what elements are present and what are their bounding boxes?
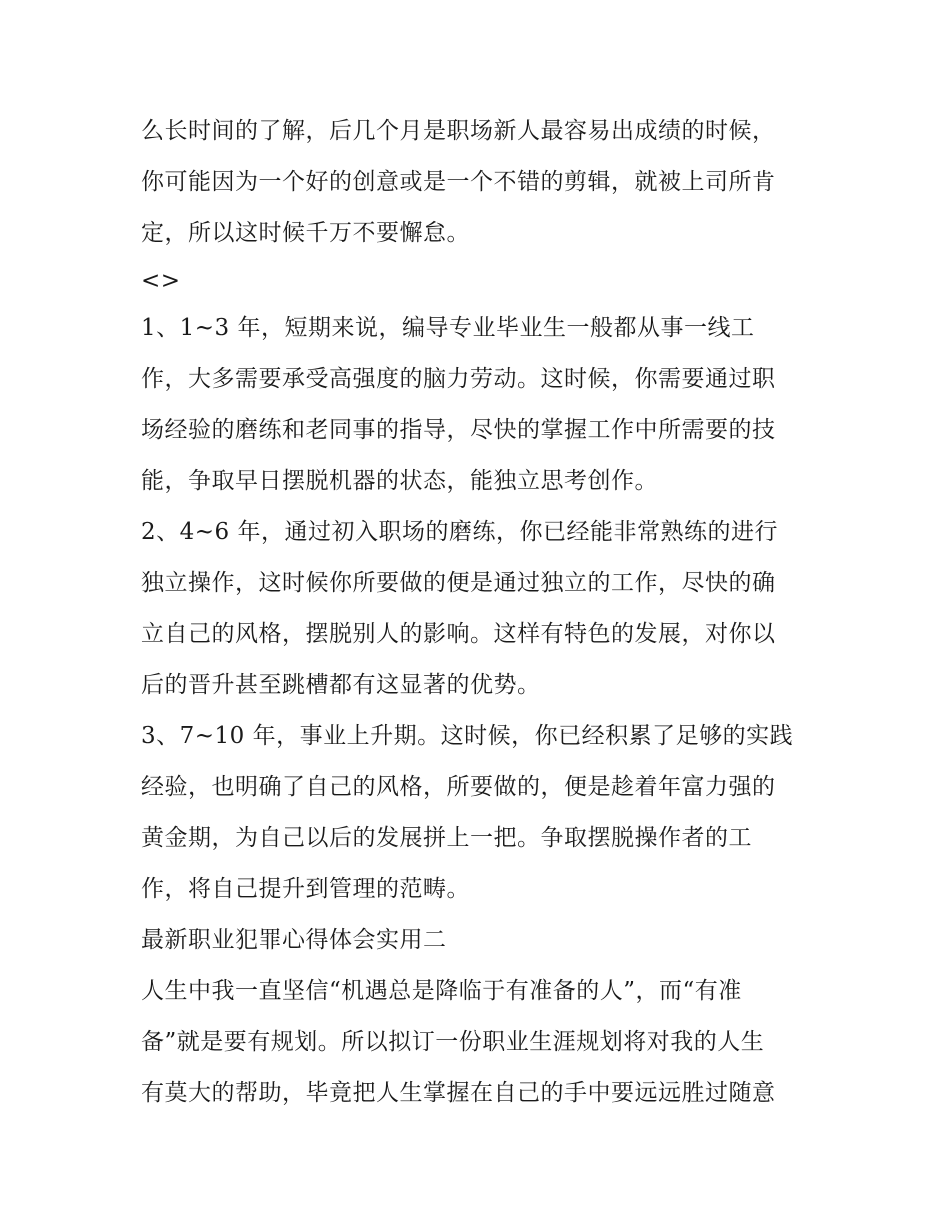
text-line: 3、7~10 年，事业上升期。这时候，你已经积累了足够的实践 <box>141 723 794 749</box>
text-line: 备”就是要有规划。所以拟订一份职业生涯规划将对我的人生 <box>141 1029 765 1055</box>
text-line: 经验，也明确了自己的风格，所要做的，便是趁着年富力强的 <box>141 774 776 800</box>
text-line: 有莫大的帮助，毕竟把人生掌握在自己的手中要远远胜过随意 <box>141 1080 776 1106</box>
text-line: 独立操作，这时候你所要做的便是通过独立的工作，尽快的确 <box>141 570 776 596</box>
text-line: 黄金期，为自己以后的发展拼上一把。争取摆脱操作者的工 <box>141 825 752 851</box>
text-line: 后的晋升甚至跳槽都有这显著的优势。 <box>141 672 541 698</box>
document-body <box>141 106 821 1119</box>
text-line: 作，将自己提升到管理的范畴。 <box>141 876 470 902</box>
text-line: 能，争取早日摆脱机器的状态，能独立思考创作。 <box>141 468 658 494</box>
text-line: 定，所以这时候千万不要懈怠。 <box>141 220 470 246</box>
section-heading: 最新职业犯罪心得体会实用二 <box>141 927 447 953</box>
text-line: 立自己的风格，摆脱别人的影响。这样有特色的发展，对你以 <box>141 621 776 647</box>
text-line: 场经验的磨练和老同事的指导，尽快的掌握工作中所需要的技 <box>141 417 776 443</box>
text-line: <> <box>141 268 181 294</box>
text-line: 1、1~3 年，短期来说，编导专业毕业生一般都从事一线工 <box>141 315 755 341</box>
text-line: 人生中我一直坚信“机遇总是降临于有准备的人”，而“有准 <box>141 978 742 1004</box>
text-line: 作，大多需要承受高强度的脑力劳动。这时候，你需要通过职 <box>141 366 776 392</box>
text-line: 2、4~6 年，通过初入职场的磨练，你已经能非常熟练的进行 <box>141 519 778 545</box>
text-line: 你可能因为一个好的创意或是一个不错的剪辑，就被上司所肯 <box>141 169 776 195</box>
text-line: 么长时间的了解，后几个月是职场新人最容易出成绩的时候， <box>141 118 776 144</box>
